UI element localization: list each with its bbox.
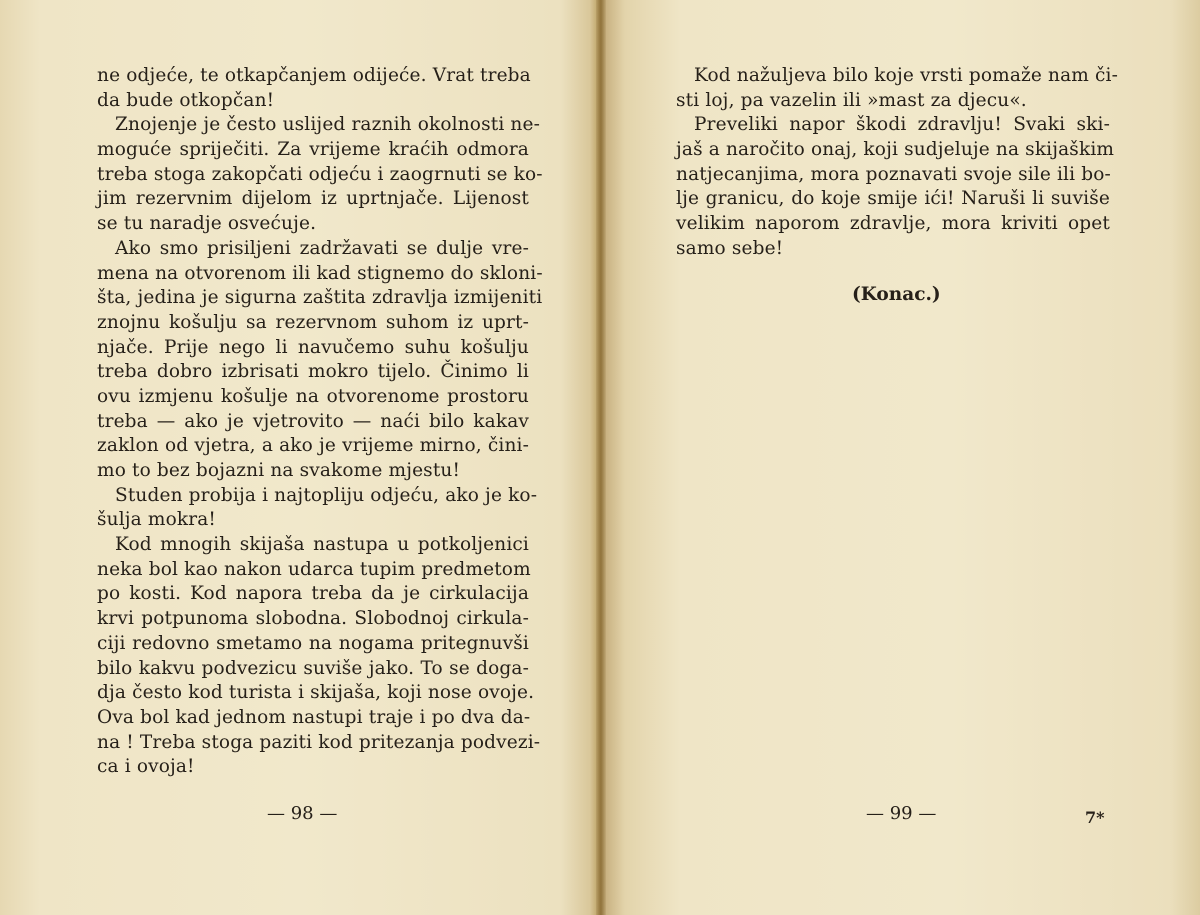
text-line: neka bol kao nakon udarca tupim predmetom bbox=[97, 558, 531, 580]
closing-mark: (Konac.) bbox=[852, 284, 941, 305]
text-line: moguće spriječiti. Za vrijeme kraćih odmora bbox=[97, 139, 529, 161]
text-line: da bude otkopčan! bbox=[97, 89, 275, 111]
text-line: se tu naradje osvećuje. bbox=[97, 213, 317, 235]
text-line: Znojenje je često uslijed raznih okolnosti ne- bbox=[115, 114, 540, 136]
text-line: treba stoga zakopčati odjeću i zaogrnuti se ko- bbox=[97, 163, 543, 185]
right-page-text bbox=[676, 64, 1119, 262]
page-number-right: — 99 — bbox=[866, 803, 937, 824]
book-spine bbox=[596, 0, 606, 915]
text-line: lje granicu, do koje smije ići! Naruši li suviše bbox=[676, 188, 1110, 210]
text-line: ovu izmjenu košulje na otvorenome prostoru bbox=[97, 385, 529, 407]
text-line: krvi potpunoma slobodna. Slobodnoj cirkula- bbox=[97, 608, 529, 630]
text-line: Kod nažuljeva bilo koje vrsti pomaže nam či- bbox=[694, 65, 1119, 86]
text-line: mena na otvorenom ili kad stignemo do skloni- bbox=[97, 262, 543, 284]
text-line: jim rezervnim dijelom iz uprtnjače. Lijenost bbox=[97, 188, 529, 210]
text-line: Studen probija i najtopliju odjeću, ako je ko- bbox=[115, 484, 538, 506]
text-line: bilo kakvu podvezicu suviše jako. To se doga- bbox=[97, 657, 529, 679]
text-line: Kod mnogih skijaša nastupa u potkoljenici bbox=[115, 534, 529, 556]
text-line: ne odjeće, te otkapčanjem odijeće. Vrat treba bbox=[97, 65, 531, 86]
text-line: treba — ako je vjetrovito — naći bilo kakav bbox=[97, 410, 529, 432]
text-line: Ova bol kad jednom nastupi traje i po dva da- bbox=[97, 706, 531, 728]
text-line: samo sebe! bbox=[676, 237, 784, 259]
text-line: znojnu košulju sa rezervnom suhom iz uprt- bbox=[97, 311, 529, 333]
page-number-left: — 98 — bbox=[267, 803, 338, 824]
text-line: po kosti. Kod napora treba da je cirkulacija bbox=[97, 583, 529, 605]
signature-mark: 7* bbox=[1085, 808, 1105, 827]
text-line: treba dobro izbrisati mokro tijelo. Činimo li bbox=[97, 361, 529, 383]
text-line: Preveliki napor škodi zdravlju! Svaki ski- bbox=[694, 114, 1110, 136]
text-line: natjecanjima, mora poznavati svoje sile ili bo- bbox=[676, 163, 1111, 185]
text-line: na ! Treba stoga paziti kod pritezanja podvezi- bbox=[97, 731, 541, 753]
text-line: ciji redovno smetamo na nogama pritegnuvši bbox=[97, 632, 529, 654]
text-line: velikim naporom zdravlje, mora kriviti opet bbox=[676, 213, 1110, 235]
text-line: sti loj, pa vazelin ili »mast za djecu«. bbox=[676, 89, 1027, 111]
text-line: njače. Prije nego li navučemo suhu košulju bbox=[97, 336, 529, 358]
text-line: dja često kod turista i skijaša, koji nose ovoje. bbox=[97, 682, 535, 704]
text-line: zaklon od vjetra, a ako je vrijeme mirno, čini- bbox=[97, 435, 529, 457]
left-page-text bbox=[97, 64, 543, 780]
text-line: ca i ovoja! bbox=[97, 756, 195, 778]
text-line: mo to bez bojazni na svakome mjestu! bbox=[97, 460, 461, 481]
text-line: šta, jedina je sigurna zaštita zdravlja izmijeniti bbox=[97, 287, 543, 309]
text-line: šulja mokra! bbox=[97, 509, 216, 531]
text-line: Ako smo prisiljeni zadržavati se dulje vre- bbox=[115, 237, 529, 259]
text-line: jaš a naročito onaj, koji sudjeluje na skijaškim bbox=[676, 139, 1115, 161]
